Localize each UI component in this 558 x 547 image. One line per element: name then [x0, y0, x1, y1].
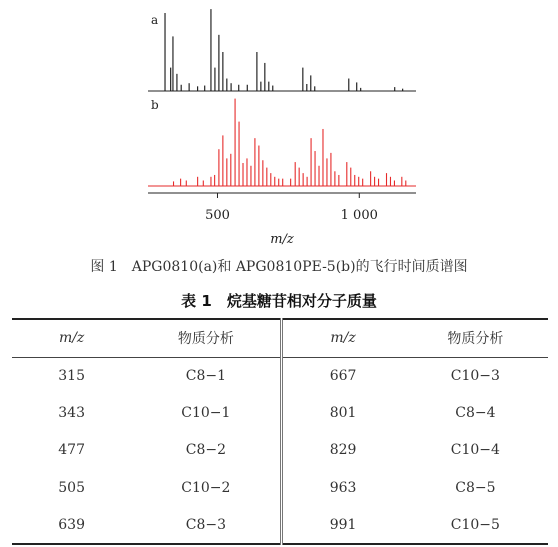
spectrum-panel-a	[148, 9, 416, 91]
cell-mz: 963	[282, 469, 403, 506]
cell-analysis: C10−3	[450, 367, 500, 384]
cell-mz: 315	[58, 367, 85, 384]
cell-analysis: C10−2	[181, 479, 231, 496]
table-title: 表 1 烷基糖苷相对分子质量	[181, 292, 377, 310]
cell-mz: 667	[282, 357, 403, 394]
figure-caption: 图 1 APG0810(a)和 APG0810PE-5(b)的飞行时间质谱图	[90, 259, 468, 275]
table-row	[12, 357, 548, 394]
cell-analysis: C10−5	[403, 507, 548, 544]
cell-mz: 991	[282, 507, 403, 544]
x-axis	[148, 193, 416, 247]
cell-analysis: C8−3	[131, 507, 282, 544]
table-row	[12, 394, 548, 431]
panel-label-a: a	[151, 13, 159, 27]
table-header-row	[12, 319, 548, 357]
cell-analysis: C8−1	[185, 367, 226, 384]
panel-label-b: b	[151, 98, 159, 112]
cell-analysis: C8−2	[185, 442, 226, 459]
header-analysis-right: 物质分析	[403, 319, 548, 357]
molecular-mass-table	[12, 318, 548, 545]
table-row	[12, 469, 548, 506]
table-row	[12, 507, 548, 544]
cell-mz: 477	[58, 442, 85, 459]
spectrum-panel-b	[148, 98, 416, 186]
cell-mz: 829	[282, 432, 403, 469]
header-analysis-left: 物质分析	[131, 319, 282, 357]
mass-spectrum-chart	[0, 0, 558, 250]
cell-mz: 639	[12, 507, 131, 544]
header-mz-left: m/z	[12, 319, 131, 357]
cell-analysis: C8−5	[455, 479, 496, 496]
cell-mz: 343	[58, 405, 85, 422]
cell-analysis: C10−1	[181, 405, 231, 422]
x-tick-label: 1 000	[340, 208, 378, 223]
x-tick-label: 500	[205, 208, 230, 223]
cell-analysis: C10−4	[450, 442, 500, 459]
cell-analysis: C8−4	[455, 405, 496, 422]
table-row	[12, 432, 548, 469]
cell-mz: 801	[282, 394, 403, 431]
cell-mz: 505	[58, 479, 85, 496]
header-mz-right: m/z	[282, 319, 403, 357]
x-axis-title: m/z	[270, 232, 294, 247]
